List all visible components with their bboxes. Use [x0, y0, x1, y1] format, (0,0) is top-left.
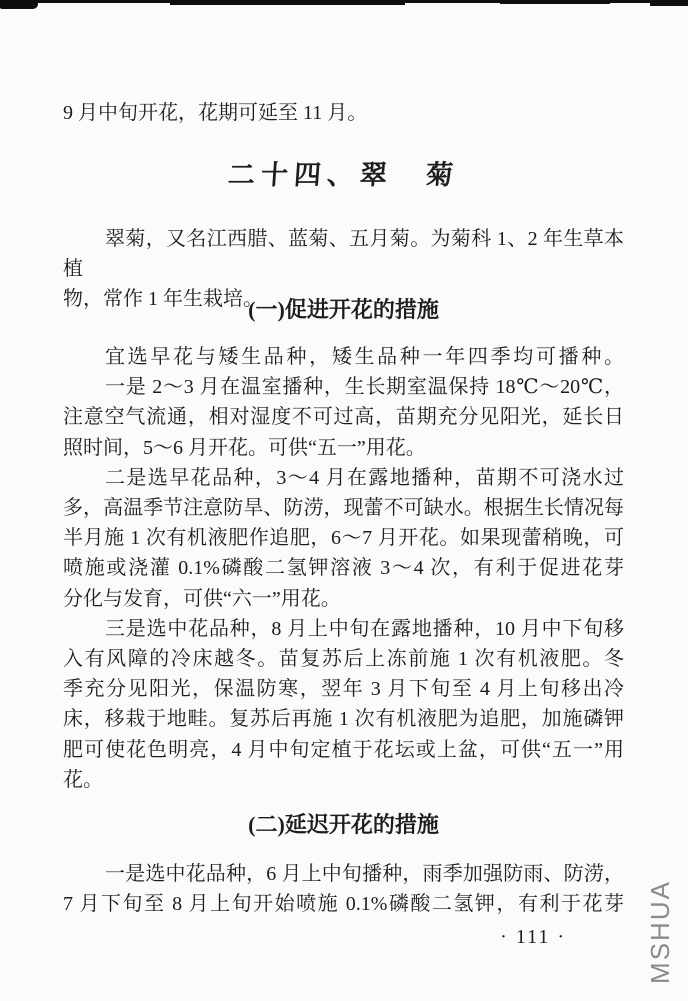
- text-line: 入有风障的冷床越冬。苗复苏后上冻前施 1 次有机液肥。冬: [63, 648, 624, 671]
- page-number: · 111 ·: [500, 926, 566, 948]
- text-line: 三是选中花品种，8 月上中旬在露地播种，10 月中下旬移: [105, 617, 624, 640]
- text-line: 物，常作 1 年生栽培。: [63, 288, 263, 310]
- text-line: 喷施或浇灌 0.1%磷酸二氢钾溶液 3～4 次，有利于促进花芽: [63, 557, 624, 580]
- text-line: 床，移栽于地畦。复苏后再施 1 次有机液肥为追肥，加施磷钾: [63, 708, 624, 731]
- text-line: 多，高温季节注意防旱、防涝，现蕾不可缺水。根据生长情况每: [63, 497, 624, 520]
- scan-artifact-segment: [0, 0, 38, 9]
- text-line: 花。: [63, 768, 103, 791]
- text-line: 季充分见阳光，保温防寒，翌年 3 月下旬至 4 月上旬移出冷: [63, 678, 624, 701]
- text-line: 肥可使花色明亮，4 月中旬定植于花坛或上盆，可供“五一”用: [63, 738, 624, 761]
- text-line: 分化与发育，可供“六一”用花。: [63, 587, 341, 610]
- section2-title: (二)延迟开花的措施: [248, 812, 439, 837]
- text-line: 一是 2～3 月在温室播种，生长期室温保持 18℃～20℃，: [105, 376, 624, 399]
- text-line: 二是选早花品种，3～4 月在露地播种，苗期不可浇水过: [105, 466, 624, 489]
- text-line: 注意空气流通，相对湿度不可过高，苗期充分见阳光，延长日: [63, 406, 624, 429]
- text-line: 7 月下旬至 8 月上旬开始喷施 0.1%磷酸二氢钾，有利于花芽: [63, 893, 624, 916]
- chapter-title: 二十四、翠 菊: [226, 160, 461, 190]
- text-line: 一是选中花品种，6 月上中旬播种，雨季加强防雨、防涝，: [105, 863, 624, 885]
- section1-body: [63, 342, 624, 795]
- watermark-mshua: MSHUA: [645, 880, 675, 984]
- text-line: 宜选早花与矮生品种，矮生品种一年四季均可播种。: [105, 346, 624, 368]
- page-text-block: [63, 0, 624, 1001]
- section1-title: (一)促进开花的措施: [248, 297, 439, 322]
- text-line: 半月施 1 次有机液肥作追肥，6～7 月开花。如果现蕾稍晚，可: [63, 527, 624, 550]
- text-line: 翠菊，又名江西腊、蓝菊、五月菊。为菊科 1、2 年生草本植: [63, 228, 624, 280]
- section2-body: [63, 859, 624, 919]
- continuation-line: 9 月中旬开花，花期可延至 11 月。: [63, 102, 368, 124]
- text-line: 照时间，5～6 月开花。可供“五一”用花。: [63, 436, 426, 459]
- scan-artifact-segment: [650, 0, 688, 6]
